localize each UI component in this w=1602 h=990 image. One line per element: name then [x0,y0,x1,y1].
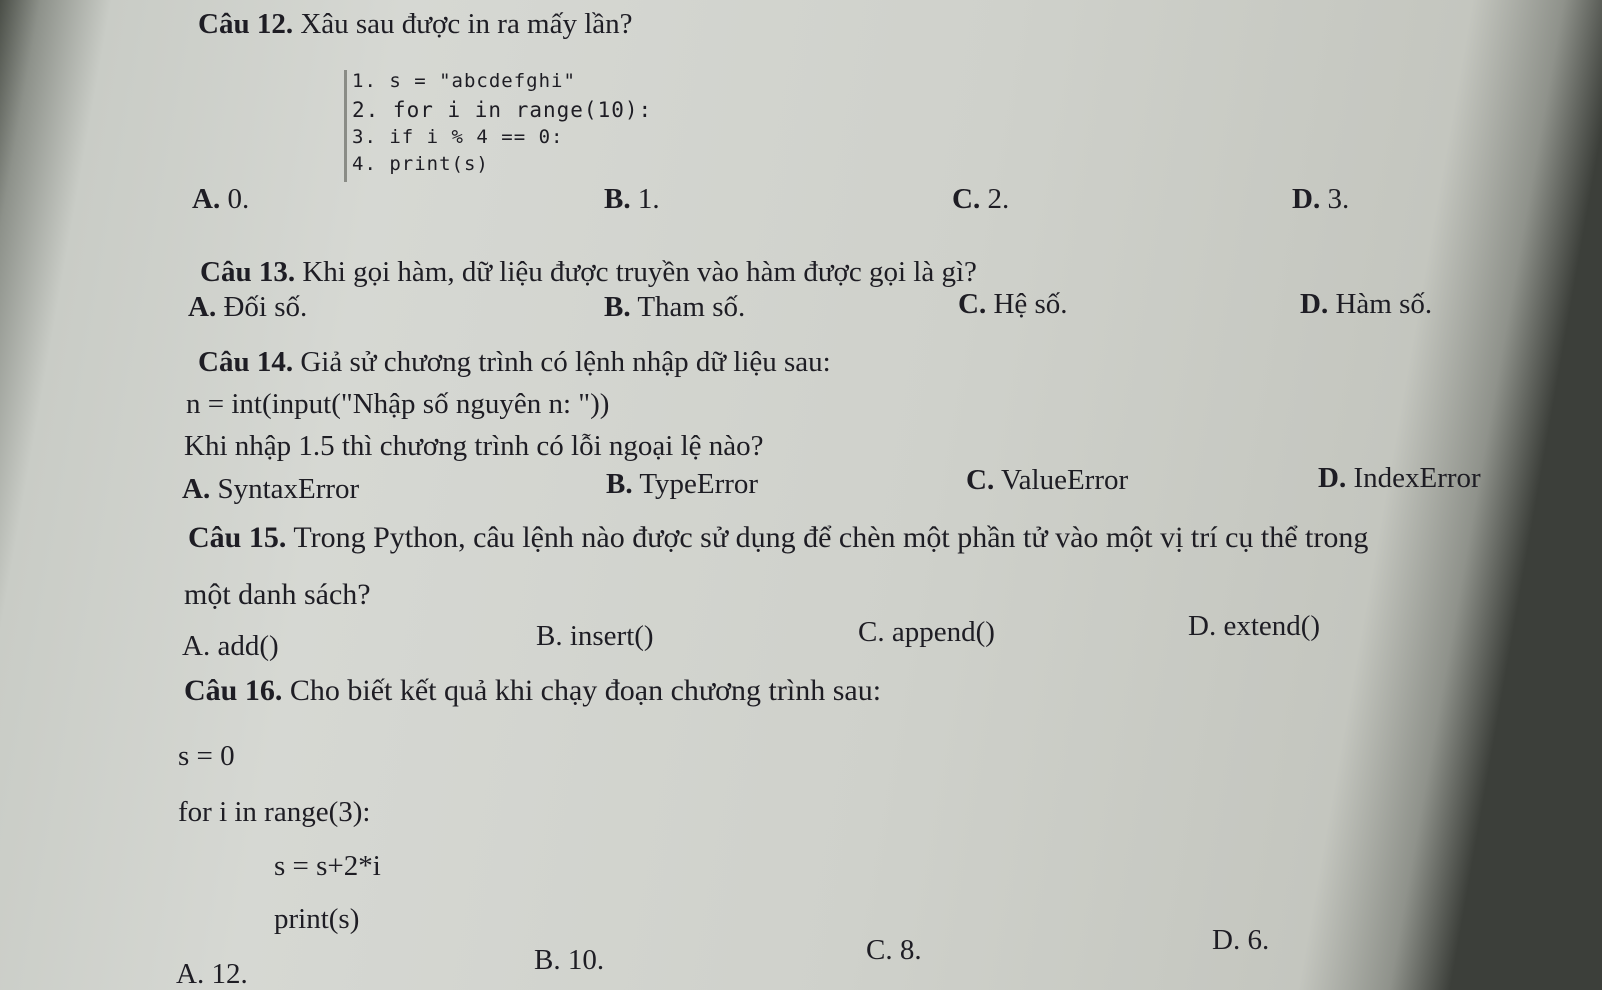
option-d [1292,185,1349,214]
option-letter: D. [1300,288,1329,320]
option-b [604,185,660,214]
option-letter: B. [604,291,631,323]
question-text: Giả sử chương trình có lệnh nhập dữ liệu sau: [300,346,831,378]
option-text: 12. [211,958,248,990]
question-15 [188,523,1368,553]
option-letter: A. [176,958,205,990]
code-line: 4. print(s) [352,153,489,175]
option-a [176,960,248,989]
option-text: Tham số. [637,291,746,323]
option-a [188,293,307,322]
option-text: 6. [1247,924,1270,956]
question-text: Xâu sau được in ra mấy lần? [300,8,633,40]
question-label: Câu 16. [184,674,283,707]
question-14 [198,348,831,377]
option-text: 1. [637,183,660,215]
question-label: Câu 14. [198,346,294,378]
question-13 [200,258,977,287]
option-letter: B. [606,468,633,500]
option-c [866,936,922,965]
option-letter: D. [1188,610,1217,642]
option-text: 2. [987,183,1010,215]
option-text: TypeError [639,468,759,500]
code-line: 3. if i % 4 == 0: [352,126,564,148]
option-b [536,622,654,651]
option-d [1318,464,1481,493]
option-letter: D. [1212,924,1241,956]
question-12 [198,10,633,39]
option-c [966,466,1128,495]
question-label: Câu 15. [188,521,287,554]
option-letter: A. [182,630,211,662]
code-block-bar [344,70,347,182]
question-line: Khi nhập 1.5 thì chương trình có lỗi ngoại lệ nào? [184,430,764,462]
option-d [1188,612,1320,641]
question-text: Khi gọi hàm, dữ liệu được truyền vào hàm được gọi là gì? [302,256,977,288]
option-text: 3. [1327,183,1350,215]
option-c [952,185,1009,214]
option-text: add() [217,630,279,662]
option-a [182,632,279,661]
option-c [858,618,995,647]
question-label: Câu 13. [200,256,296,288]
option-letter: C. [952,183,981,215]
option-text: 10. [567,944,605,976]
option-text: Đối số. [223,291,308,323]
option-text: Hệ số. [993,288,1068,320]
question-text: Trong Python, câu lệnh nào được sử dụng để chèn một phần tử vào một vị trí cụ thể trong [293,521,1369,554]
code-line: 2. for i in range(10): [352,98,653,122]
option-letter: B. [536,620,563,652]
option-text: 8. [899,934,922,966]
option-letter: C. [966,464,995,496]
option-c [958,290,1068,319]
option-letter: B. [534,944,561,976]
option-text: Hàm số. [1335,288,1433,320]
option-text: SyntaxError [217,473,360,505]
option-d [1212,926,1269,955]
option-text: IndexError [1353,462,1481,494]
option-text: 0. [227,183,250,215]
question-text: Cho biết kết quả khi chạy đoạn chương trình sau: [289,674,882,707]
option-letter: D. [1292,183,1321,215]
option-letter: B. [604,183,631,215]
option-d [1300,290,1432,319]
option-letter: C. [866,934,893,966]
option-text: insert() [569,620,654,652]
option-letter: C. [858,616,885,648]
option-a [192,185,249,214]
option-letter: D. [1318,462,1347,494]
option-text: append() [891,616,995,648]
question-label: Câu 12. [198,8,294,40]
option-b [604,293,745,322]
option-text: ValueError [1000,464,1129,496]
question-16 [184,676,881,706]
option-letter: A. [182,473,211,505]
option-text: extend() [1223,610,1321,642]
code-line: for i in range(3): [178,796,371,828]
question-line: một danh sách? [184,578,371,611]
option-letter: A. [192,183,221,215]
code-line: s = 0 [178,740,235,772]
question-line: n = int(input("Nhập số nguyên n: ")) [186,388,610,420]
code-line: 1. s = "abcdefghi" [352,70,576,92]
code-line: s = s+2*i [274,850,381,882]
option-b [606,470,758,499]
option-letter: C. [958,288,987,320]
code-line: print(s) [274,903,360,935]
option-b [534,946,604,975]
option-a [182,475,359,504]
option-letter: A. [188,291,217,323]
